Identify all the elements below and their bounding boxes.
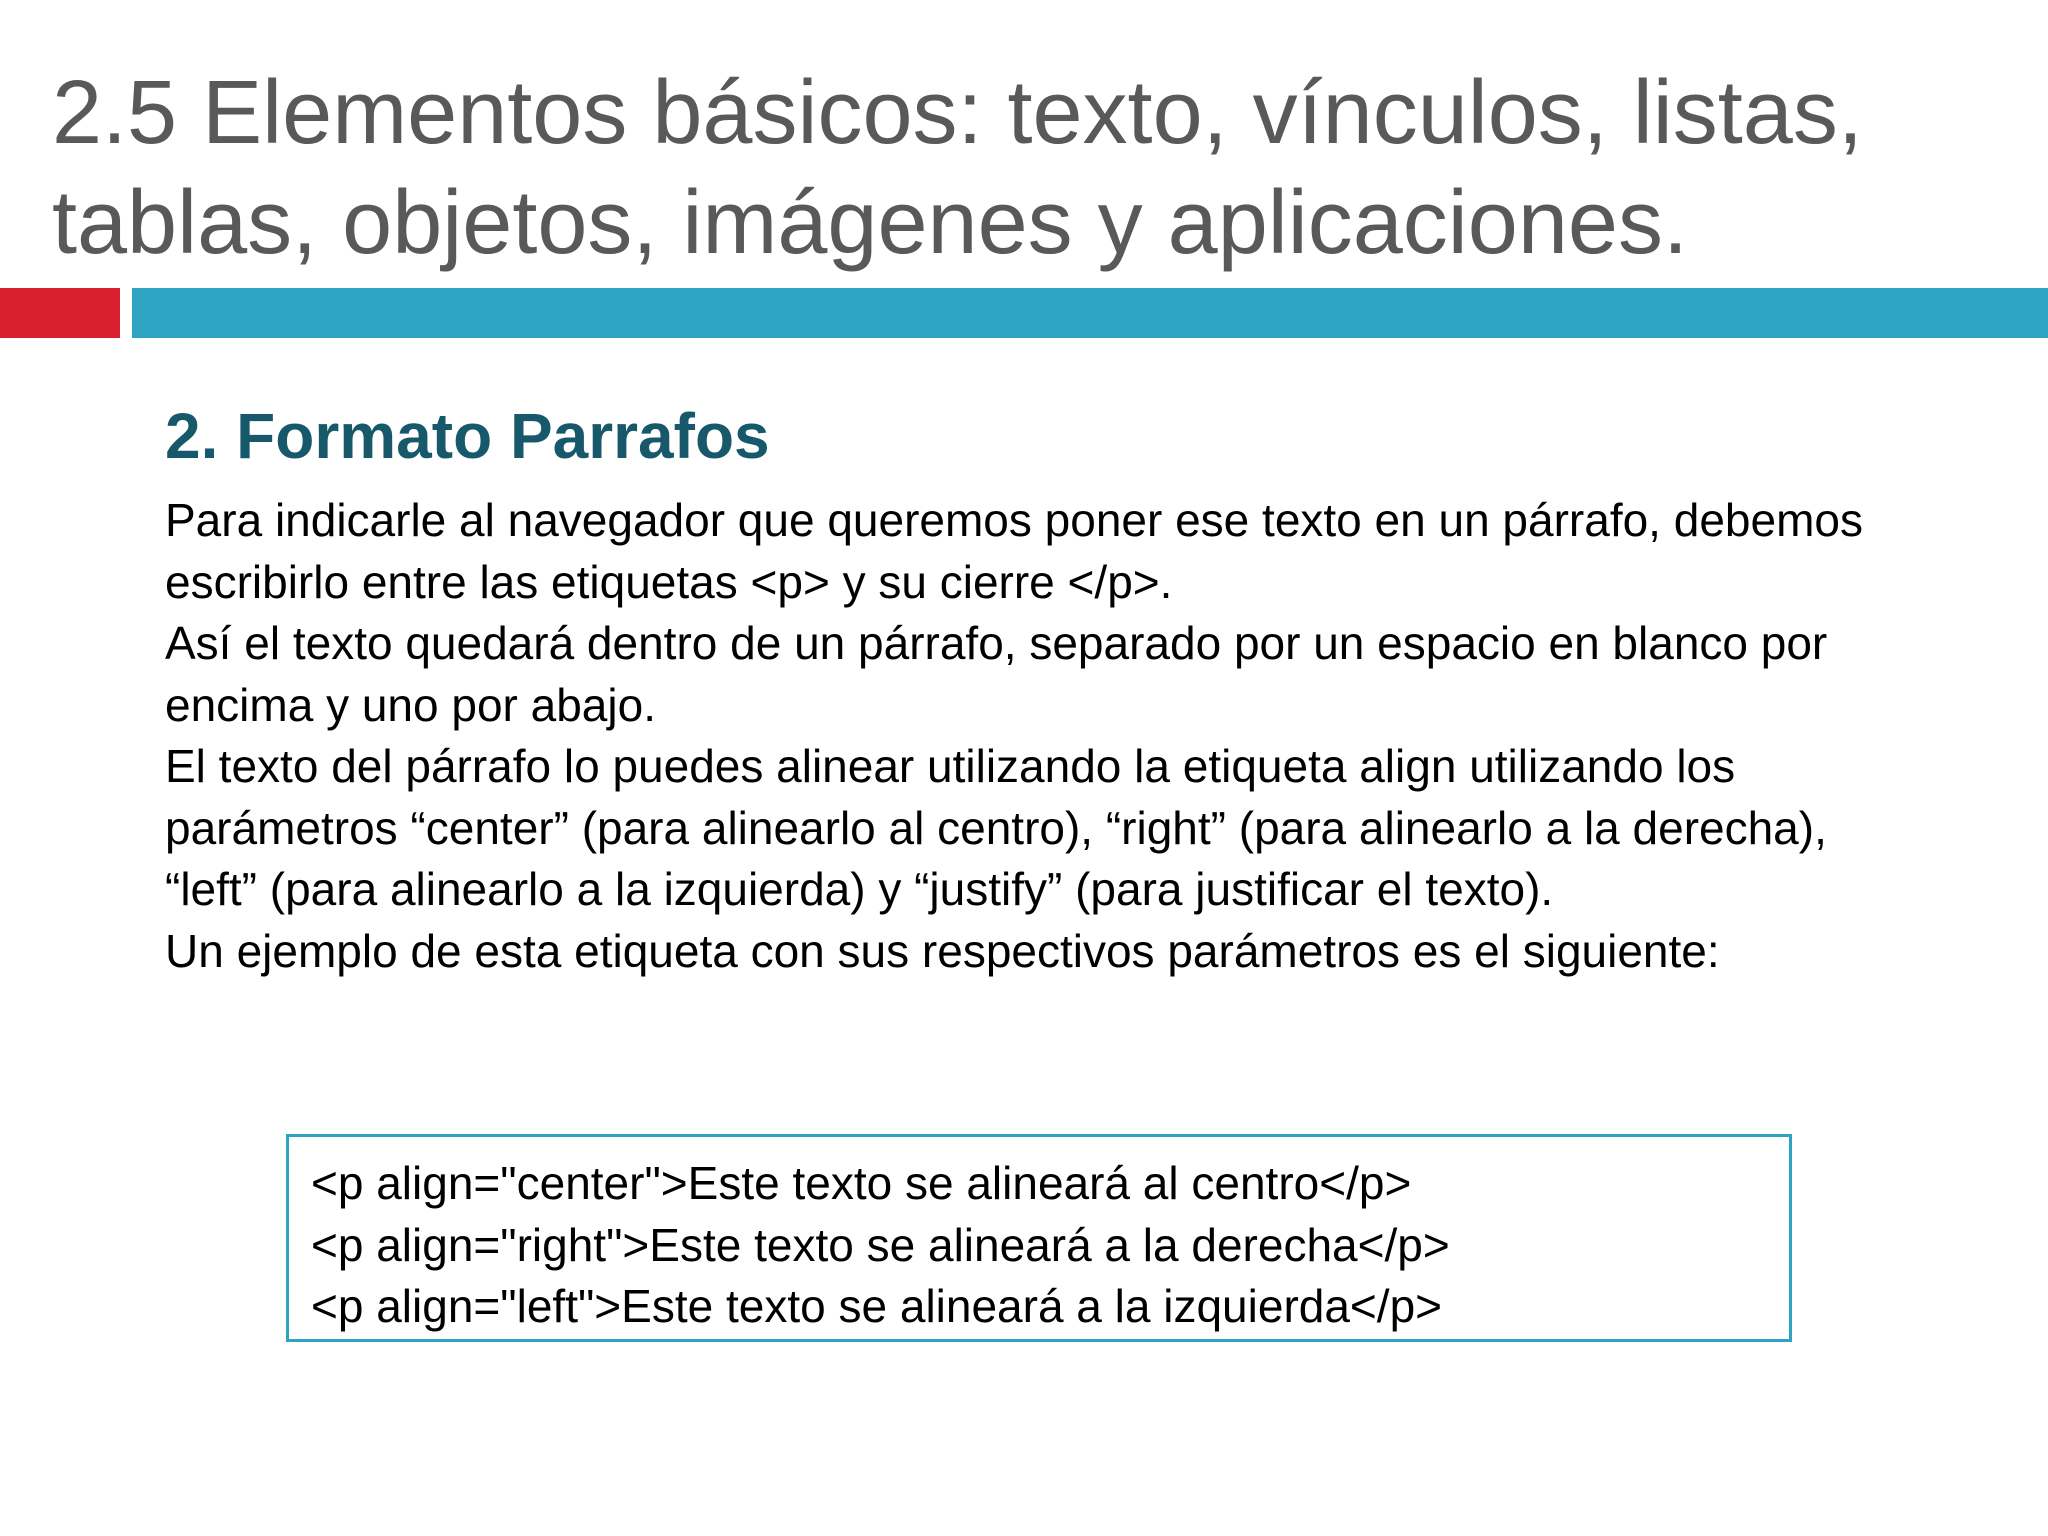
section-heading: 2. Formato Parrafos — [165, 400, 770, 472]
slide-title — [52, 58, 2012, 278]
paragraph-3: El texto del párrafo lo puedes alinear utilizando la etiqueta align utilizando los parámetros “center” (para alinearlo al centro), “right” (para alinearlo a la derecha), “left” (para alinearlo a la izquierda) y “justify” (para justificar el texto). — [165, 740, 1827, 915]
code-line-right: <p align="right">Este texto se alineará a la derecha</p> — [311, 1218, 1450, 1271]
paragraph-4: Un ejemplo de esta etiqueta con sus respectivos parámetros es el siguiente: — [165, 924, 1720, 977]
slide-title-line-2: tablas, objetos, imágenes y aplicaciones. — [52, 173, 1688, 273]
accent-bar-blue — [132, 288, 2048, 338]
accent-bar-red — [0, 288, 120, 338]
code-line-left: <p align="left">Este texto se alineará a la izquierda</p> — [311, 1280, 1443, 1332]
slide-title-line-1: 2.5 Elementos básicos: texto, vínculos, listas, — [52, 63, 1863, 163]
paragraph-1: Para indicarle al navegador que queremos poner ese texto en un párrafo, debemos escribirlo entre las etiquetas <p> y su cierre </p>. — [165, 494, 1863, 608]
code-example-box — [286, 1134, 1792, 1342]
body-text — [165, 490, 1885, 982]
paragraph-2: Así el texto quedará dentro de un párrafo, separado por un espacio en blanco por encima y uno por abajo. — [165, 617, 1828, 731]
code-line-center: <p align="center">Este texto se alineará al centro</p> — [311, 1157, 1412, 1209]
